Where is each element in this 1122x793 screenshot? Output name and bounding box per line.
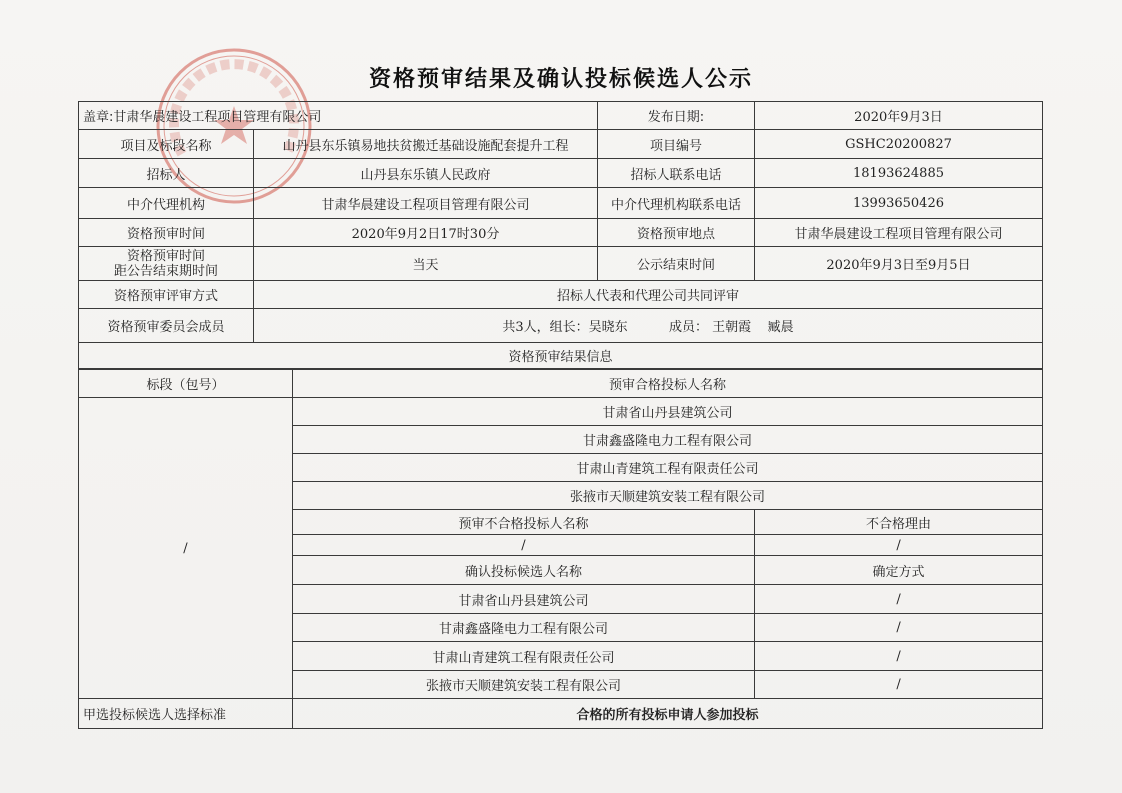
committee-value: 共3人，组长：吴晓东 成员： 王朝霞 臧晨 (254, 309, 1043, 343)
unqualified-reason: / (755, 535, 1043, 556)
stamp-label: 盖章: (83, 110, 114, 125)
results-table (78, 369, 1043, 729)
lot-value: / (79, 398, 293, 699)
committee-row (79, 309, 1043, 343)
candidate-method: / (755, 671, 1043, 699)
document-title: 资格预审结果及确认投标候选人公示 (368, 67, 753, 92)
review-time-value: 2020年9月2日17时30分 (254, 219, 598, 247)
candidate-method: / (755, 642, 1043, 671)
stamp-value: 甘肃华晨建设工程项目管理有限公司 (113, 110, 322, 125)
end-time-label: 公示结束时间 (598, 247, 755, 281)
qualified-name: 甘肃鑫盛隆电力工程有限公司 (293, 426, 1043, 454)
qualified-header-row (79, 370, 1043, 398)
qualified-row (79, 398, 1043, 426)
qualified-header: 预审合格投标人名称 (293, 370, 1043, 398)
agency-row (79, 188, 1043, 219)
review-place-label: 资格预审地点 (598, 219, 755, 247)
project-row (79, 130, 1043, 159)
tenderer-phone-label: 招标人联系电话 (598, 159, 755, 188)
info-table (78, 101, 1043, 369)
publish-date-value: 2020年9月3日 (755, 102, 1043, 130)
stamp-row (79, 102, 1043, 130)
committee-label: 资格预审委员会成员 (79, 309, 254, 343)
project-name-label: 项目及标段名称 (79, 130, 254, 159)
candidate-name: 张掖市天顺建筑安装工程有限公司 (293, 671, 755, 699)
tenderer-value: 山丹县东乐镇人民政府 (254, 159, 598, 188)
review-method-value: 招标人代表和代理公司共同评审 (254, 281, 1043, 309)
candidate-name: 甘肃省山丹县建筑公司 (293, 585, 755, 614)
project-number-value: GSHC20200827 (755, 130, 1043, 159)
interval-label-line-2: 距公告结束期时间 (113, 263, 218, 279)
project-number-label: 项目编号 (598, 130, 755, 159)
reason-header: 不合格理由 (755, 510, 1043, 535)
review-time-row (79, 219, 1043, 247)
tenderer-phone-value: 18193624885 (755, 159, 1043, 188)
qualified-name: 甘肃山青建筑工程有限责任公司 (293, 454, 1043, 482)
selection-row (79, 699, 1043, 729)
agency-phone-value: 13993650426 (755, 188, 1043, 219)
candidate-name: 甘肃山青建筑工程有限责任公司 (293, 642, 755, 671)
selection-value: 合格的所有投标申请人参加投标 (293, 699, 1043, 729)
review-time-label: 资格预审时间 (79, 219, 254, 247)
tenderer-label: 招标人 (79, 159, 254, 188)
stamp-cell (79, 102, 598, 130)
candidate-name: 甘肃鑫盛隆电力工程有限公司 (293, 614, 755, 642)
agency-label: 中介代理机构 (79, 188, 254, 219)
interval-value: 当天 (254, 247, 598, 281)
review-place-value: 甘肃华晨建设工程项目管理有限公司 (755, 219, 1043, 247)
qualified-name: 甘肃省山丹县建筑公司 (293, 398, 1043, 426)
unqualified-header: 预审不合格投标人名称 (293, 510, 755, 535)
review-method-label: 资格预审评审方式 (79, 281, 254, 309)
publish-date-label: 发布日期: (598, 102, 755, 130)
project-name-value: 山丹县东乐镇易地扶贫搬迁基础设施配套提升工程 (254, 130, 598, 159)
interval-row (79, 247, 1043, 281)
end-time-value: 2020年9月3日至9月5日 (755, 247, 1043, 281)
agency-phone-label: 中介代理机构联系电话 (598, 188, 755, 219)
lot-header: 标段（包号） (79, 370, 293, 398)
method-header: 确定方式 (755, 556, 1043, 585)
method-row (79, 281, 1043, 309)
unqualified-name: / (293, 535, 755, 556)
agency-value: 甘肃华晨建设工程项目管理有限公司 (254, 188, 598, 219)
interval-label-line-1: 资格预审时间 (126, 248, 205, 264)
interval-label (79, 247, 254, 281)
candidate-method: / (755, 614, 1043, 642)
qualified-name: 张掖市天顺建筑安装工程有限公司 (293, 482, 1043, 510)
candidate-header: 确认投标候选人名称 (293, 556, 755, 585)
results-section-title: 资格预审结果信息 (79, 343, 1043, 369)
tenderer-row (79, 159, 1043, 188)
results-section-row (79, 343, 1043, 369)
candidate-method: / (755, 585, 1043, 614)
selection-label: 甲选投标候选人选择标准 (79, 699, 293, 729)
